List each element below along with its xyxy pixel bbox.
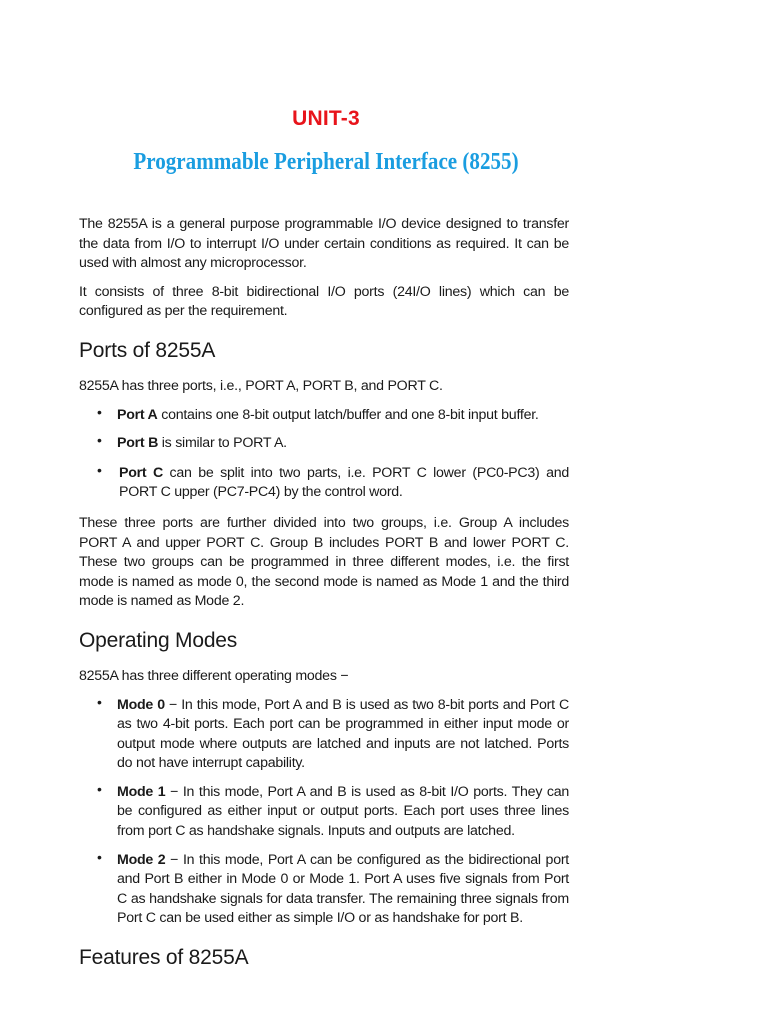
features-heading: Features of 8255A	[79, 946, 249, 970]
term-mode-1: Mode 1	[117, 783, 166, 800]
bullet-icon: •	[97, 848, 102, 865]
unit-title: UNIT-3	[292, 107, 360, 130]
desc-port-a: contains one 8-bit output latch/buffer and one 8-bit input buffer.	[157, 406, 539, 423]
desc-port-c: can be split into two parts, i.e. PORT C lower (PC0-PC3) and PORT C upper (PC7-PC4) by the control word.	[119, 464, 569, 501]
ports-heading: Ports of 8255A	[79, 338, 216, 362]
desc-port-b: is similar to PORT A.	[158, 435, 287, 452]
modes-list	[79, 693, 570, 930]
intro-paragraph-2: It consists of three 8-bit bidirectional I/O ports (24I/O lines) which can be configured as per the requirement.	[79, 283, 569, 320]
ports-list	[79, 403, 569, 503]
bullet-icon: •	[97, 461, 102, 478]
intro-paragraph-1: The 8255A is a general purpose programmable I/O device designed to transfer the data from I/O to interrupt I/O under certain conditions as required. It can be used with almost any microprocessor.	[79, 216, 569, 272]
desc-mode-2: − In this mode, Port A can be configured as the bidirectional port and Port B either in Mode 0 or Mode 1. Port A uses five signals from Port C as handshake signals for data transfer. The remaining three signals from Port C can be used either as simple I/O or as handshake for port B.	[117, 851, 570, 927]
document-title: Programmable Peripheral Interface (8255)	[133, 148, 519, 175]
desc-mode-1: − In this mode, Port A and B is used as 8-bit I/O ports. They can be configured as either input or output ports. Each port uses three lines from port C as handshake signals. Inputs and outputs are latched.	[117, 783, 569, 840]
term-port-a: Port A	[117, 406, 158, 423]
bullet-icon: •	[97, 403, 102, 420]
term-port-b: Port B	[117, 435, 159, 452]
modes-lead: 8255A has three different operating modes −	[79, 667, 349, 684]
ports-closing-paragraph: These three ports are further divided into two groups, i.e. Group A includes PORT A and upper PORT C. Group B includes PORT B and lower PORT C. These two groups can be programmed in three different modes, i.e. the first mode is named as mode 0, the second mode is named as Mode 1 and the third mode is named as Mode 2.	[79, 514, 569, 610]
term-port-c: Port C	[119, 464, 163, 481]
modes-heading: Operating Modes	[79, 628, 238, 652]
list-item-mode-0	[79, 693, 570, 774]
document-body	[79, 215, 569, 971]
bullet-icon: •	[97, 693, 102, 710]
term-mode-2: Mode 2	[117, 851, 166, 868]
bullet-icon: •	[97, 432, 102, 449]
list-item-port-a	[79, 403, 569, 426]
list-item-mode-2	[79, 848, 570, 929]
list-item-port-b	[79, 434, 569, 454]
list-item-port-c	[79, 461, 569, 503]
list-item-mode-1	[79, 780, 569, 842]
term-mode-0: Mode 0	[117, 696, 165, 713]
ports-lead: 8255A has three ports, i.e., PORT A, PORT B, and PORT C.	[79, 377, 443, 394]
bullet-icon: •	[97, 780, 102, 797]
desc-mode-0: − In this mode, Port A and B is used as two 8-bit ports and Port C as two 4-bit ports. Each port can be programmed in either input mode or output mode where outputs are latched and inputs are not latched. Ports do not have interrupt capability.	[117, 696, 570, 772]
